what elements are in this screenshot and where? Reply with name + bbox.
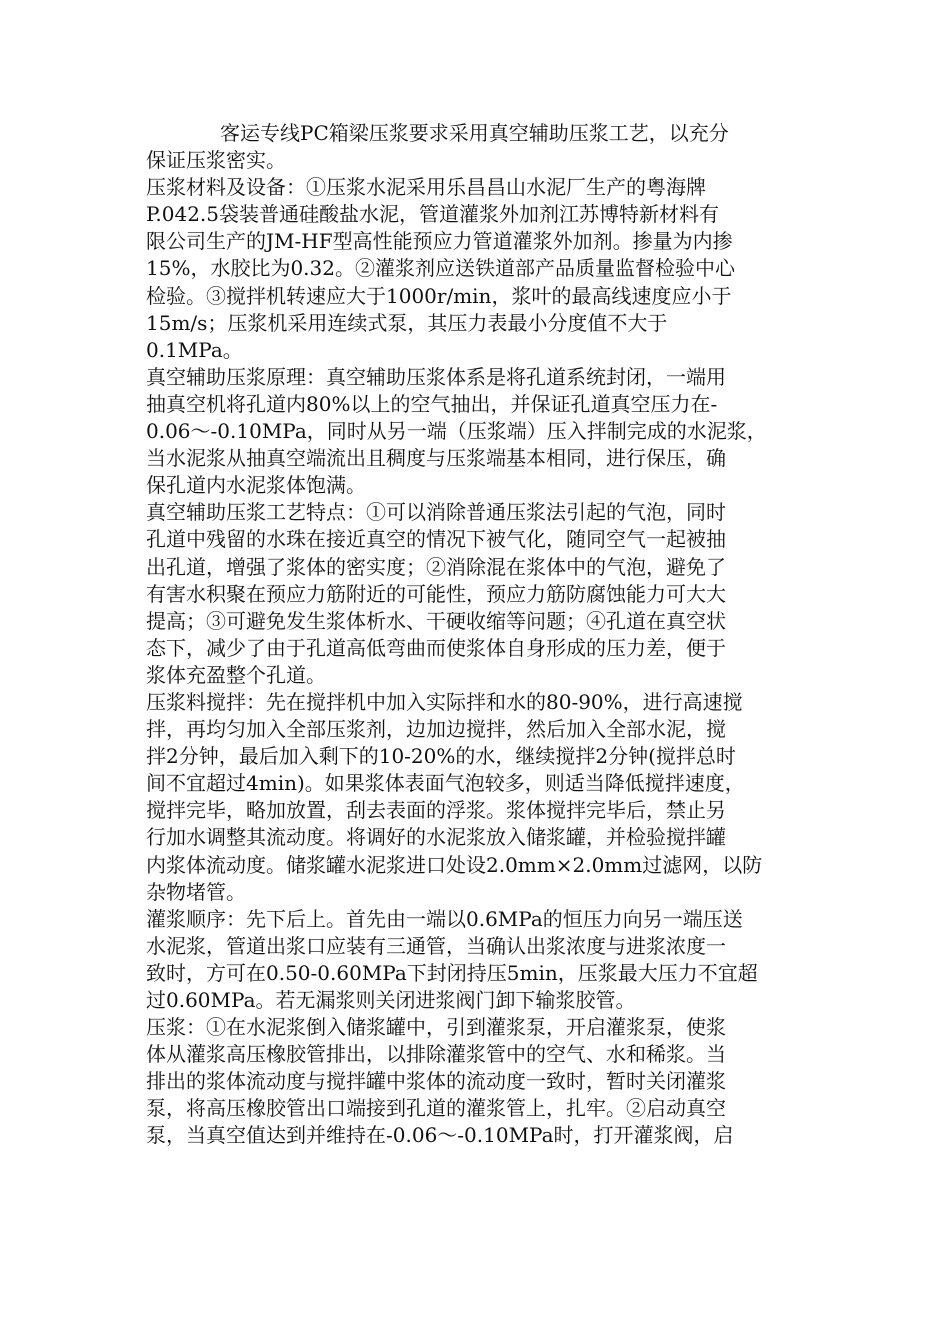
text-line: 排出的浆体流动度与搅拌罐中浆体的流动度一致时，暂时关闭灌浆 — [146, 1069, 726, 1094]
text-line: 限公司生产的JM-HF型高性能预应力管道灌浆外加剂。掺量为内掺 — [146, 229, 733, 254]
text-line: 0.1MPa。 — [146, 337, 243, 362]
text-line: 保孔道内水泥浆体饱满。 — [146, 473, 366, 498]
text-line: 压浆材料及设备：①压浆水泥采用乐昌昌山水泥厂生产的粤海牌 — [146, 175, 706, 200]
text-line: 水泥浆，管道出浆口应装有三通管，当确认出浆浓度与进浆浓度一 — [146, 933, 726, 958]
text-line: 浆体充盈整个孔道。 — [146, 662, 326, 687]
text-line: 15%，水胶比为0.32。②灌浆剂应送铁道部产品质量监督检验中心 — [146, 256, 735, 281]
text-line: 压浆：①在水泥浆倒入储浆罐中，引到灌浆泵，开启灌浆泵，使浆 — [146, 1015, 726, 1040]
text-line: 搅拌完毕，略加放置，刮去表面的浮浆。浆体搅拌完毕后，禁止另 — [146, 798, 726, 823]
text-line: 当水泥浆从抽真空端流出且稠度与压浆端基本相同，进行保压，确 — [146, 446, 726, 471]
text-line: 提高；③可避免发生浆体析水、干硬收缩等问题；④孔道在真空状 — [146, 608, 726, 633]
text-line: 灌浆顺序：先下后上。首先由一端以0.6MPa的恒压力向另一端压送 — [146, 906, 743, 931]
text-line: 态下，减少了由于孔道高低弯曲而使浆体自身形成的压力差，便于 — [146, 635, 726, 660]
text-line: 出孔道，增强了浆体的密实度；②消除混在浆体中的气泡，避免了 — [146, 554, 726, 579]
text-line: 压浆料搅拌：先在搅拌机中加入实际拌和水的80-90%，进行高速搅 — [146, 689, 743, 714]
text-line: 抽真空机将孔道内80%以上的空气抽出，并保证孔道真空压力在- — [146, 391, 718, 416]
text-line: 泵，当真空值达到并维持在-0.06～-0.10MPa时，打开灌浆阀，启 — [146, 1123, 734, 1148]
text-line: 间不宜超过4min)。如果浆体表面气泡较多，则适当降低搅拌速度， — [146, 771, 745, 796]
text-line: 行加水调整其流动度。将调好的水泥浆放入储浆罐，并检验搅拌罐 — [146, 825, 726, 850]
text-line: 客运专线PC箱梁压浆要求采用真空辅助压浆工艺，以充分 — [220, 121, 729, 145]
text-line: 内浆体流动度。储浆罐水泥浆进口处设2.0mm×2.0mm过滤网，以防 — [146, 852, 763, 877]
text-line: P.042.5袋装普通硅酸盐水泥，管道灌浆外加剂江苏博特新材料有 — [146, 202, 720, 227]
text-line: 过0.60MPa。若无漏浆则关闭进浆阀门卸下输浆胶管。 — [146, 988, 636, 1012]
text-line: 体从灌浆高压橡胶管排出，以排除灌浆管中的空气、水和稀浆。当 — [146, 1042, 726, 1067]
text-line: 致时，方可在0.50-0.60MPa下封闭持压5min，压浆最大压力不宜超 — [146, 960, 758, 985]
text-line: 拌，再均匀加入全部压浆剂，边加边搅拌，然后加入全部水泥，搅 — [146, 717, 726, 742]
text-line: 孔道中残留的水珠在接近真空的情况下被气化，随同空气一起被抽 — [146, 527, 726, 552]
text-line: 泵，将高压橡胶管出口端接到孔道的灌浆管上，扎牢。②启动真空 — [146, 1096, 726, 1121]
text-line: 有害水积聚在预应力筋附近的可能性，预应力筋防腐蚀能力可大大 — [146, 581, 726, 606]
text-line: 杂物堵管。 — [146, 879, 246, 904]
text-line: 拌2分钟，最后加入剩下的10-20%的水，继续搅拌2分钟(搅拌总时 — [146, 744, 736, 769]
text-line: 0.06～-0.10MPa，同时从另一端（压浆端）压入拌制完成的水泥浆， — [146, 419, 767, 444]
text-line: 检验。③搅拌机转速应大于1000r/min，浆叶的最高线速度应小于 — [146, 283, 732, 308]
text-line: 真空辅助压浆工艺特点：①可以消除普通压浆法引起的气泡，同时 — [146, 500, 726, 525]
text-line: 保证压浆密实。 — [146, 148, 286, 173]
text-line: 真空辅助压浆原理：真空辅助压浆体系是将孔道系统封闭，一端用 — [146, 364, 726, 389]
document-body — [146, 120, 806, 1150]
text-line: 15m/s；压浆机采用连续式泵，其压力表最小分度值不大于 — [146, 310, 668, 335]
